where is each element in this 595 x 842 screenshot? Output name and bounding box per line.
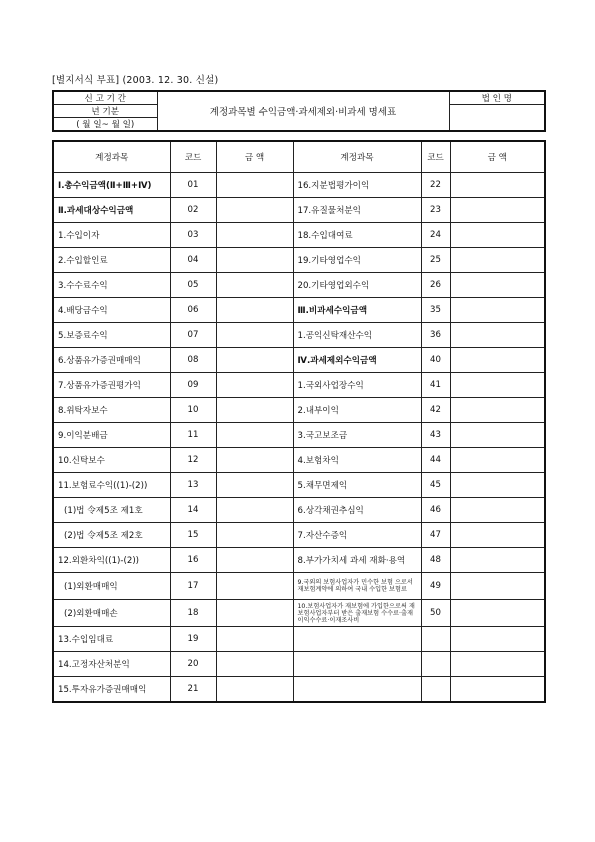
code-left: 12 bbox=[170, 448, 216, 473]
account-name-left: (1)법 令제5조 제1호 bbox=[53, 498, 170, 523]
amount-field-right[interactable] bbox=[450, 273, 545, 298]
account-name-right: 4.보험차익 bbox=[293, 448, 421, 473]
col-amount-left: 금 액 bbox=[216, 141, 293, 173]
amount-field-right[interactable] bbox=[450, 348, 545, 373]
account-name-left: 13.수입임대료 bbox=[53, 627, 170, 652]
table-row bbox=[53, 677, 545, 703]
account-name-right: 2.내부이익 bbox=[293, 398, 421, 423]
code-right: 44 bbox=[421, 448, 450, 473]
code-right: 49 bbox=[421, 573, 450, 600]
code-right: 35 bbox=[421, 298, 450, 323]
account-name-right: Ⅲ.비과세수익금액 bbox=[293, 298, 421, 323]
amount-field-left[interactable] bbox=[216, 548, 293, 573]
amount-field-right[interactable] bbox=[450, 448, 545, 473]
code-left: 09 bbox=[170, 373, 216, 398]
table-row bbox=[53, 498, 545, 523]
corp-name-label: 법 인 명 bbox=[449, 91, 545, 105]
account-name-left: 15.투자유가증권매매익 bbox=[53, 677, 170, 703]
account-name-right: 3.국고보조금 bbox=[293, 423, 421, 448]
amount-field-left[interactable] bbox=[216, 523, 293, 548]
amount-field-right[interactable] bbox=[450, 373, 545, 398]
col-code-left: 코드 bbox=[170, 141, 216, 173]
amount-field-right[interactable] bbox=[450, 573, 545, 600]
account-name-right: 19.기타영업수익 bbox=[293, 248, 421, 273]
account-name-right: 1.국외사업장수익 bbox=[293, 373, 421, 398]
amount-field-right[interactable] bbox=[450, 548, 545, 573]
table-row bbox=[53, 573, 545, 600]
amount-field-left[interactable] bbox=[216, 348, 293, 373]
table-row bbox=[53, 548, 545, 573]
amount-field-left[interactable] bbox=[216, 627, 293, 652]
account-name-left: 2.수입할인료 bbox=[53, 248, 170, 273]
code-right: 42 bbox=[421, 398, 450, 423]
code-right bbox=[421, 677, 450, 703]
account-name-right: 1.공익신탁재산수익 bbox=[293, 323, 421, 348]
table-header-row bbox=[53, 141, 545, 173]
account-name-right: 10.보험사업자가 재보험에 가입한으로써 재보험사업자부터 받은 출재보험 수수료·출재이익수수료·이재조사비 bbox=[293, 600, 421, 627]
code-right: 23 bbox=[421, 198, 450, 223]
corp-name-field[interactable] bbox=[449, 105, 545, 132]
amount-field-left[interactable] bbox=[216, 298, 293, 323]
code-right: 45 bbox=[421, 473, 450, 498]
table-row bbox=[53, 173, 545, 198]
col-code-right: 코드 bbox=[421, 141, 450, 173]
account-name-left: 4.배당금수익 bbox=[53, 298, 170, 323]
account-name-right: 17.유질물처분익 bbox=[293, 198, 421, 223]
code-left: 02 bbox=[170, 198, 216, 223]
code-right bbox=[421, 652, 450, 677]
account-name-left: (2)외환매매손 bbox=[53, 600, 170, 627]
account-table bbox=[52, 140, 546, 703]
amount-field-right[interactable] bbox=[450, 523, 545, 548]
amount-field-left[interactable] bbox=[216, 600, 293, 627]
code-left: 13 bbox=[170, 473, 216, 498]
code-right: 43 bbox=[421, 423, 450, 448]
table-row bbox=[53, 248, 545, 273]
code-left: 18 bbox=[170, 600, 216, 627]
amount-field-left[interactable] bbox=[216, 423, 293, 448]
code-left: 06 bbox=[170, 298, 216, 323]
account-name-right: 20.기타영업외수익 bbox=[293, 273, 421, 298]
account-name-right bbox=[293, 627, 421, 652]
code-right: 40 bbox=[421, 348, 450, 373]
amount-field-right[interactable] bbox=[450, 423, 545, 448]
code-right: 22 bbox=[421, 173, 450, 198]
amount-field-right[interactable] bbox=[450, 473, 545, 498]
code-right: 48 bbox=[421, 548, 450, 573]
account-name-left: 8.위탁자보수 bbox=[53, 398, 170, 423]
table-row bbox=[53, 323, 545, 348]
code-left: 05 bbox=[170, 273, 216, 298]
amount-field-right[interactable] bbox=[450, 223, 545, 248]
amount-field-right[interactable] bbox=[450, 600, 545, 627]
amount-field-left[interactable] bbox=[216, 248, 293, 273]
amount-field-right[interactable] bbox=[450, 198, 545, 223]
account-name-left: 1.수입이자 bbox=[53, 223, 170, 248]
code-left: 19 bbox=[170, 627, 216, 652]
code-right: 36 bbox=[421, 323, 450, 348]
code-left: 21 bbox=[170, 677, 216, 703]
account-name-left: 7.상품유가증권평가익 bbox=[53, 373, 170, 398]
amount-field-left[interactable] bbox=[216, 273, 293, 298]
code-left: 03 bbox=[170, 223, 216, 248]
year-label: 년 기분 bbox=[53, 105, 157, 118]
table-row bbox=[53, 373, 545, 398]
account-name-right: 16.지분법평가이익 bbox=[293, 173, 421, 198]
code-left: 17 bbox=[170, 573, 216, 600]
account-name-left: Ⅱ.과세대상수익금액 bbox=[53, 198, 170, 223]
code-left: 15 bbox=[170, 523, 216, 548]
amount-field-left[interactable] bbox=[216, 652, 293, 677]
account-name-right: 18.수입대여료 bbox=[293, 223, 421, 248]
amount-field-left[interactable] bbox=[216, 398, 293, 423]
amount-field-right[interactable] bbox=[450, 298, 545, 323]
col-account-left: 계정과목 bbox=[53, 141, 170, 173]
account-name-right: Ⅳ.과세제외수익금액 bbox=[293, 348, 421, 373]
table-row bbox=[53, 223, 545, 248]
amount-field-right[interactable] bbox=[450, 652, 545, 677]
amount-field-left[interactable] bbox=[216, 223, 293, 248]
code-right: 25 bbox=[421, 248, 450, 273]
account-name-left: (1)외환매매익 bbox=[53, 573, 170, 600]
amount-field-left[interactable] bbox=[216, 198, 293, 223]
amount-field-left[interactable] bbox=[216, 573, 293, 600]
table-row bbox=[53, 627, 545, 652]
table-row bbox=[53, 273, 545, 298]
code-right bbox=[421, 627, 450, 652]
code-left: 11 bbox=[170, 423, 216, 448]
account-name-right: 6.상각채권추심익 bbox=[293, 498, 421, 523]
table-row bbox=[53, 448, 545, 473]
code-right: 47 bbox=[421, 523, 450, 548]
code-left: 08 bbox=[170, 348, 216, 373]
code-right: 24 bbox=[421, 223, 450, 248]
amount-field-left[interactable] bbox=[216, 373, 293, 398]
account-name-left: 3.수수료수익 bbox=[53, 273, 170, 298]
code-left: 10 bbox=[170, 398, 216, 423]
amount-field-right[interactable] bbox=[450, 498, 545, 523]
amount-field-right[interactable] bbox=[450, 398, 545, 423]
table-row bbox=[53, 348, 545, 373]
amount-field-right[interactable] bbox=[450, 677, 545, 703]
account-name-left: 12.외환차익((1)-(2)) bbox=[53, 548, 170, 573]
form-title: 계정과목별 수익금액·과세제외·비과세 명세표 bbox=[157, 91, 449, 131]
amount-field-right[interactable] bbox=[450, 173, 545, 198]
code-right: 50 bbox=[421, 600, 450, 627]
table-row bbox=[53, 198, 545, 223]
col-account-right: 계정과목 bbox=[293, 141, 421, 173]
account-name-right: 8.부가가치세 과세 재화·용역 bbox=[293, 548, 421, 573]
col-amount-right: 금 액 bbox=[450, 141, 545, 173]
account-name-right bbox=[293, 677, 421, 703]
account-name-left: 6.상품유가증권매매익 bbox=[53, 348, 170, 373]
account-name-right: 5.채무면제익 bbox=[293, 473, 421, 498]
amount-field-left[interactable] bbox=[216, 677, 293, 703]
code-left: 16 bbox=[170, 548, 216, 573]
amount-field-right[interactable] bbox=[450, 323, 545, 348]
code-left: 01 bbox=[170, 173, 216, 198]
code-left: 20 bbox=[170, 652, 216, 677]
code-right: 41 bbox=[421, 373, 450, 398]
amount-field-left[interactable] bbox=[216, 473, 293, 498]
account-name-left: 11.보험료수익((1)-(2)) bbox=[53, 473, 170, 498]
amount-field-left[interactable] bbox=[216, 173, 293, 198]
amount-field-right[interactable] bbox=[450, 248, 545, 273]
account-name-right: 9.국외의 보험사업자가 민수한 보험 으로서 재보험계약에 의하여 국내 수입한 보험료 bbox=[293, 573, 421, 600]
period-label: 신 고 기 간 bbox=[53, 91, 157, 105]
code-right: 26 bbox=[421, 273, 450, 298]
table-row bbox=[53, 473, 545, 498]
code-left: 04 bbox=[170, 248, 216, 273]
code-left: 07 bbox=[170, 323, 216, 348]
amount-field-right[interactable] bbox=[450, 627, 545, 652]
table-row bbox=[53, 523, 545, 548]
account-name-left: (2)법 令제5조 제2호 bbox=[53, 523, 170, 548]
table-row bbox=[53, 652, 545, 677]
amount-field-left[interactable] bbox=[216, 323, 293, 348]
account-name-left: Ⅰ.총수익금액(Ⅱ+Ⅲ+Ⅳ) bbox=[53, 173, 170, 198]
table-row bbox=[53, 398, 545, 423]
date-range: ( 월 일~ 월 일) bbox=[53, 118, 157, 132]
table-row bbox=[53, 423, 545, 448]
account-name-right bbox=[293, 652, 421, 677]
account-name-right: 7.자산수증익 bbox=[293, 523, 421, 548]
code-left: 14 bbox=[170, 498, 216, 523]
account-name-left: 5.보증료수익 bbox=[53, 323, 170, 348]
table-row bbox=[53, 600, 545, 627]
form-caption: [별지서식 부표] (2003. 12. 30. 신설) bbox=[52, 75, 219, 86]
code-right: 46 bbox=[421, 498, 450, 523]
amount-field-left[interactable] bbox=[216, 498, 293, 523]
form-header-table bbox=[52, 90, 546, 132]
amount-field-left[interactable] bbox=[216, 448, 293, 473]
account-name-left: 14.고정자산처분익 bbox=[53, 652, 170, 677]
account-name-left: 10.신탁보수 bbox=[53, 448, 170, 473]
table-row bbox=[53, 298, 545, 323]
account-name-left: 9.이익분배금 bbox=[53, 423, 170, 448]
